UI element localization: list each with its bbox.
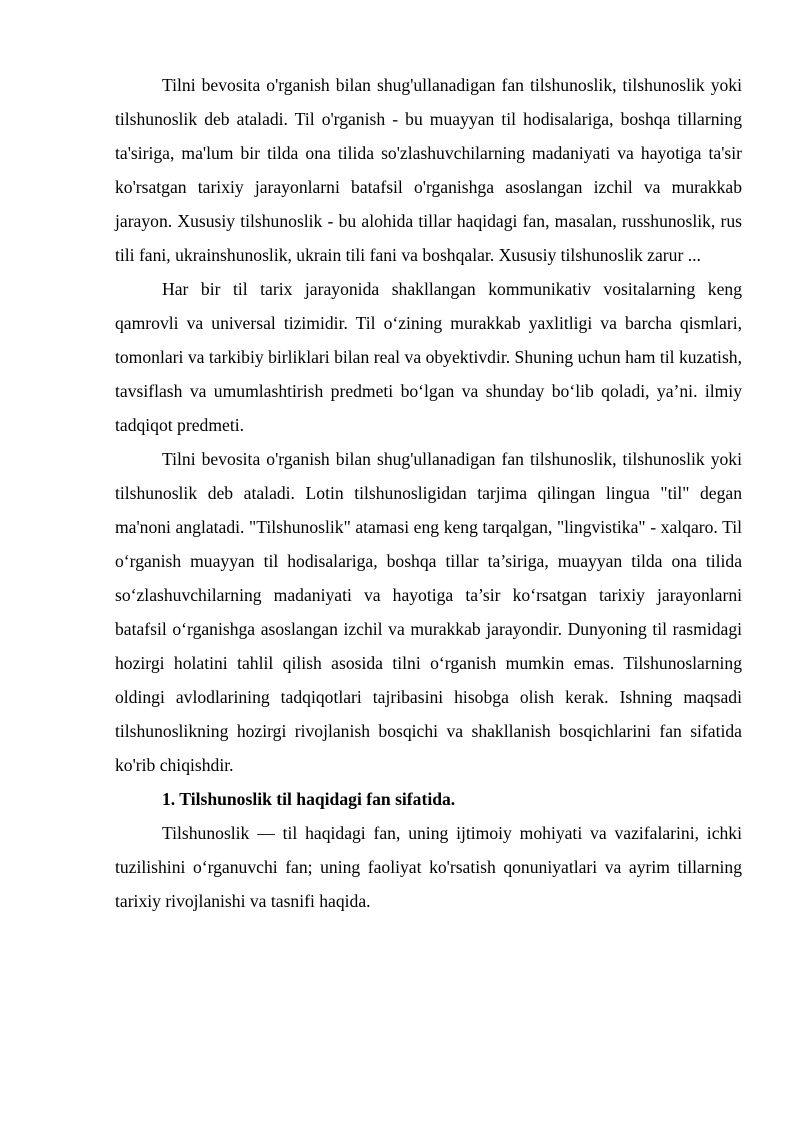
section-paragraph: Tilshunoslik — til haqidagi fan, uning ijtimoiy mohiyati va vazifalarini, ichki tuzilishini o‘rganuvchi fan; uning faoliyat ko'rsatish qonuniyatlari va ayrim tillarning tarixiy rivojlanishi va tasnifi haqida. bbox=[115, 823, 742, 911]
paragraph-1: Tilni bevosita o'rganish bilan shug'ullanadigan fan tilshunoslik, tilshunoslik yoki tilshunoslik deb ataladi. Til o'rganish - bu muayyan til hodisalariga, boshqa tillarning ta'siriga, ma'lum bir tilda ona tilida so'zlashuvchilarning madaniyati va hayotiga ta'sir ko'rsatgan tarixiy jarayonlarni batafsil o'rganishga asoslangan izchil va murakkab jarayon. Xususiy tilshunoslik - bu alohida tillar haqidagi fan, masalan, russhunoslik, rus tili fani, ukrainshunoslik, ukrain tili fani va boshqalar. Xususiy tilshunoslik zarur ... bbox=[115, 75, 742, 265]
paragraph-3: Tilni bevosita o'rganish bilan shug'ullanadigan fan tilshunoslik, tilshunoslik yoki tilshunoslik deb ataladi. Lotin tilshunosligidan tarjima qilingan lingua "til" degan ma'noni anglatadi. "Tilshunoslik" atamasi eng keng tarqalgan, "lingvistika" - xalqaro. Til o‘rganish muayyan til hodisalariga, boshqa tillar ta’siriga, muayyan tilda ona tilida so‘zlashuvchilarning madaniyati va hayotiga ta’sir ko‘rsatgan tarixiy jarayonlarni batafsil o‘rganishga asoslangan izchil va murakkab jarayondir. Dunyoning til rasmidagi hozirgi holatini tahlil qilish asosida tilni o‘rganish mumkin emas. Tilshunoslarning oldingi avlodlarining tadqiqotlari tajribasini hisobga olish kerak. Ishning maqsadi tilshunoslikning hozirgi rivojlanish bosqichi va shakllanish bosqichlarini fan sifatida ko'rib chiqishdir. bbox=[115, 449, 742, 775]
document-page bbox=[115, 68, 742, 918]
paragraph-2: Har bir til tarix jarayonida shakllangan kommunikativ vositalarning keng qamrovli va universal tizimidir. Til o‘zining murakkab yaxlitligi va barcha qismlari, tomonlari va tarkibiy birliklari bilan real va obyektivdir. Shuning uchun ham til kuzatish, tavsiflash va umumlashtirish predmeti bo‘lgan va shunday bo‘lib qoladi, ya’ni. ilmiy tadqiqot predmeti. bbox=[115, 279, 742, 435]
section-heading: 1. Tilshunoslik til haqidagi fan sifatida. bbox=[162, 789, 456, 809]
